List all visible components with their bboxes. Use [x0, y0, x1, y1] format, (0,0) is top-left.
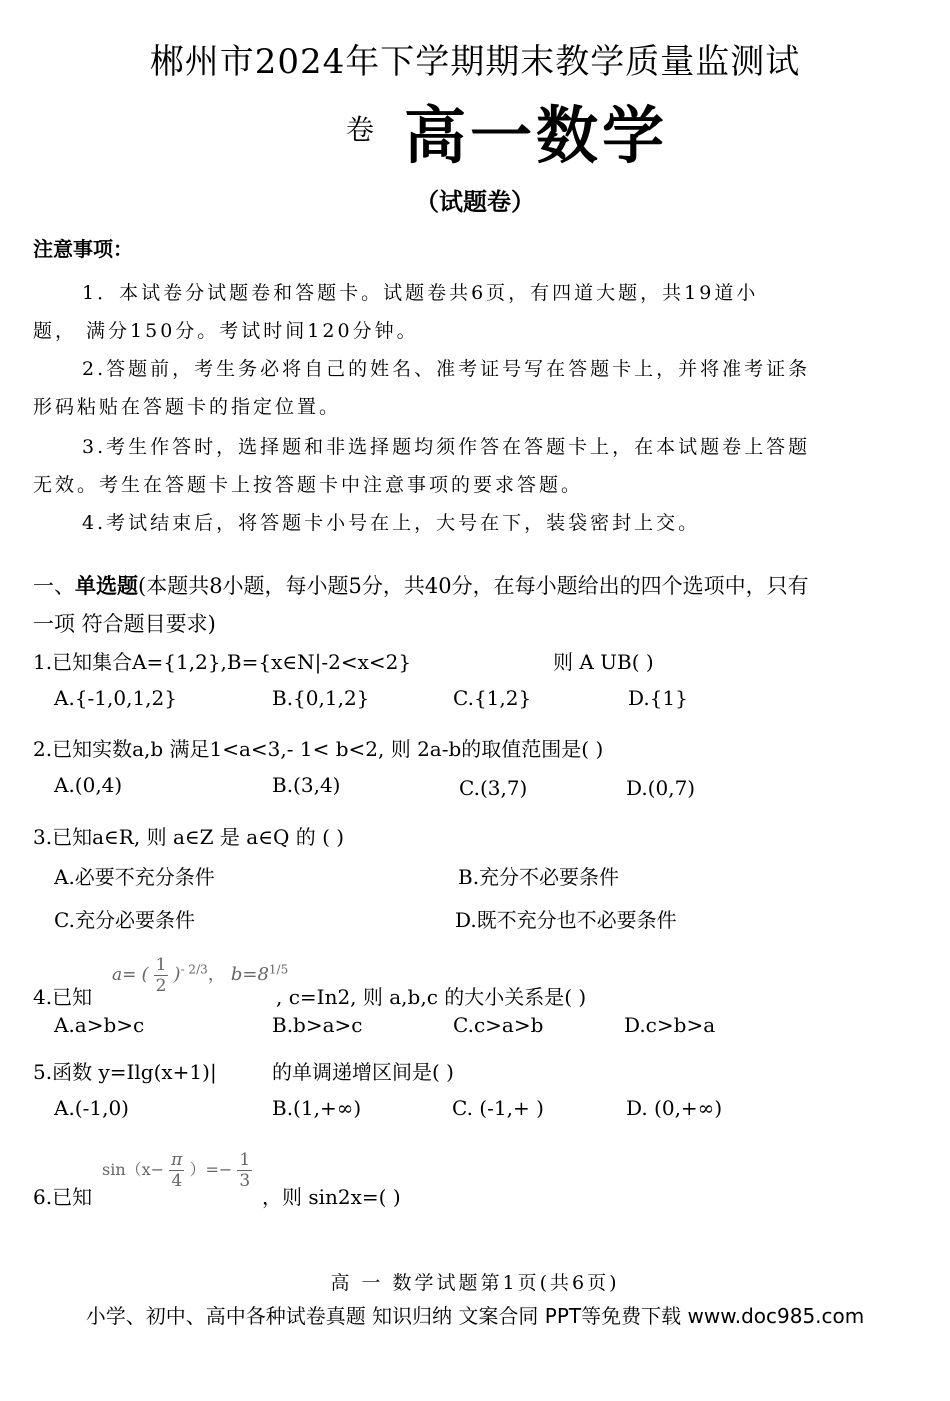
formula-sin: sin（x−: [102, 1160, 165, 1179]
question-4-option-a: A.a>b>c: [54, 1013, 145, 1037]
section-prefix: 一、: [33, 574, 75, 598]
question-2-stem: 2.已知实数a,b 满足1<a<3,- 1< b<2, 则 2a-b的取值范围是( ): [33, 737, 604, 761]
footer-ad: 小学、初中、高中各种试卷真题 知识归纳 文案合同 PPT等免费下载 www.doc985.com: [85, 1304, 865, 1328]
question-5-stem: 5.函数 y=Ilg(x+1)|: [33, 1060, 217, 1084]
question-4-formula: a= ( $\frac{1}{2}$ )$^{- 2/3}$， $b=8^{1/5}$: [112, 955, 289, 996]
section-desc-line2: 一项 符合题目要求): [33, 612, 216, 636]
notice-line: 无效。考生在答题卡上按答题卡中注意事项的要求答题。: [33, 474, 584, 496]
formula-paren: ): [173, 964, 181, 985]
question-1-option-d: D.{1}: [628, 686, 688, 710]
question-2-option-d: D.(0,7): [626, 776, 696, 800]
question-6-formula: [102, 1150, 252, 1191]
notice-line: 4.考试结束后，将答题卡小号在上，大号在下，装袋密封上交。: [82, 512, 701, 534]
question-4-option-b: B.b>a>c: [272, 1013, 363, 1037]
question-3-option-c: C.充分必要条件: [54, 908, 195, 932]
notice-line: 1．本试卷分试题卷和答题卡。试题卷共6页，有四道大题，共19道小: [82, 282, 759, 304]
exam-title-line1: 郴州市2024年下学期期末教学质量监测试: [149, 42, 801, 82]
question-3-option-a: A.必要不充分条件: [54, 865, 215, 889]
question-3-stem: 3.已知a∈R, 则 a∈Z 是 a∈Q 的 ( ): [33, 825, 345, 849]
page-footer: 高 一 数学试题第1页(共6页): [330, 1272, 620, 1294]
question-4-tail: , c=In2, 则 a,b,c 的大小关系是( ): [276, 985, 587, 1009]
question-1-option-c: C.{1,2}: [453, 686, 532, 710]
section-name: 单选题: [75, 574, 138, 598]
notice-line: 2.答题前，考生务必将自己的姓名、准考证号写在答题卡上，并将准考证条: [82, 358, 811, 380]
notice-heading: 注意事项：: [33, 237, 133, 261]
notice-line: 3.考生作答时，选择题和非选择题均须作答在答题卡上，在本试题卷上答题: [82, 436, 811, 458]
notice-line: 形码粘贴在答题卡的指定位置。: [33, 396, 342, 418]
formula-paren: (: [141, 964, 149, 985]
question-3-option-d: D.既不充分也不必要条件: [455, 908, 677, 932]
question-2-option-c: C.(3,7): [459, 776, 528, 800]
notice-line: 题， 满分150分。考试时间120分钟。: [33, 320, 419, 342]
formula-exponent: - 2/3: [180, 962, 208, 977]
question-4-prefix: 4.已知: [33, 985, 93, 1009]
formula-fraction: $\frac{1}{3}$: [239, 1150, 251, 1191]
section-desc: (本题共8小题，每小题5分，共40分，在每小题给出的四个选项中，只有: [138, 574, 809, 598]
section-heading: [33, 570, 809, 600]
formula-a-label: a=: [112, 965, 137, 985]
question-3-option-b: B.充分不必要条件: [458, 865, 620, 889]
question-2-option-a: A.(0,4): [54, 773, 123, 797]
exam-title-juan: 卷: [346, 113, 375, 146]
question-4-option-d: D.c>b>a: [624, 1013, 716, 1037]
question-1-tail: 则 A UB( ): [553, 650, 654, 674]
question-5-option-b: B.(1,+∞): [272, 1096, 362, 1120]
formula-exponent: 1/5: [268, 962, 289, 977]
question-6-prefix: 6.已知: [33, 1185, 93, 1209]
question-4-option-c: C.c>a>b: [453, 1013, 544, 1037]
exam-subtitle: （试题卷）: [415, 188, 535, 216]
formula-b: b=8: [230, 964, 269, 985]
question-2-option-b: B.(3,4): [272, 773, 341, 797]
question-1-option-b: B.{0,1,2}: [272, 686, 370, 710]
formula-fraction: $\frac{1}{2}$: [155, 955, 167, 996]
formula-fraction: $\frac{\pi}{4}$: [171, 1150, 183, 1191]
question-5-option-c: C. (-1,+ ): [452, 1096, 544, 1120]
question-5-option-a: A.(-1,0): [54, 1096, 129, 1120]
question-5-option-d: D. (0,+∞): [626, 1096, 723, 1120]
exam-title-main: 高一数学: [404, 99, 669, 172]
question-6-tail: ，则 sin2x=( ): [262, 1185, 401, 1209]
question-1-stem: 1.已知集合A={1,2},B={x∈N|-2<x<2}: [33, 650, 412, 674]
formula-equals: ）=−: [189, 1160, 233, 1179]
question-5-tail: 的单调递增区间是( ): [272, 1060, 454, 1084]
question-1-option-a: A.{-1,0,1,2}: [54, 686, 177, 710]
